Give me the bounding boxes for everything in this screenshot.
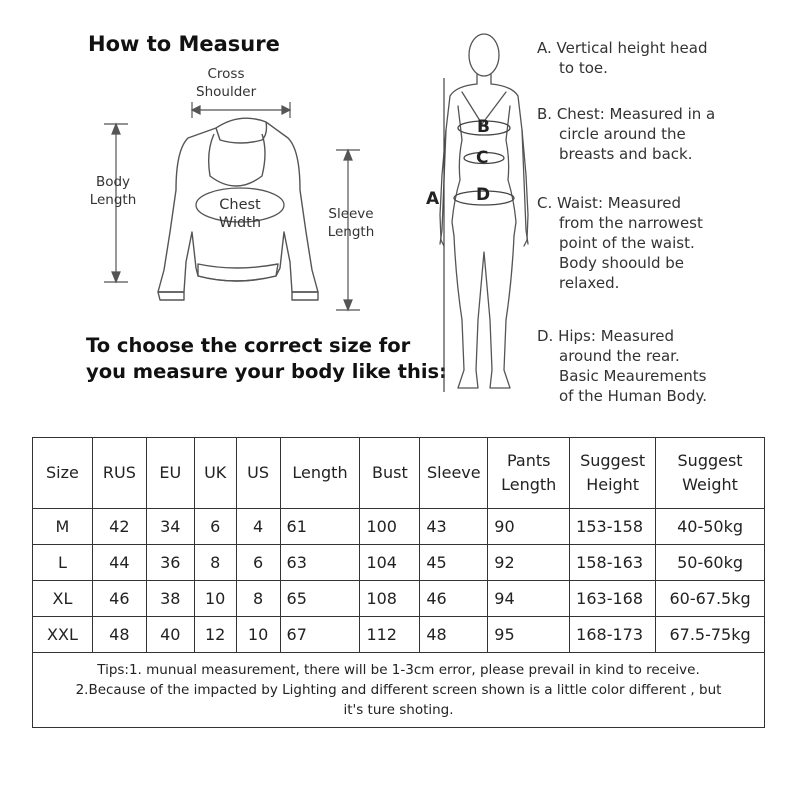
tips-line3: it's ture shoting. — [343, 702, 454, 718]
body-outline — [440, 34, 528, 388]
tips-line1: Tips:1. munual measurement, there will be 1-3cm error, please prevail in kind to receive. — [97, 662, 700, 678]
size-chart-table — [32, 437, 765, 728]
sleeve-length-label-line1: Sleeve — [328, 206, 374, 222]
cell-suggest-height: 163-168 — [570, 581, 656, 617]
description-d-line4: of the Human Body. — [559, 387, 707, 405]
cell-length: 63 — [280, 545, 360, 581]
description-b-line1: B. Chest: Measured in a — [537, 105, 716, 123]
cell-pants-length: 94 — [488, 581, 570, 617]
cell-suggest-weight: 40-50kg — [656, 509, 765, 545]
cell-suggest-height: 153-158 — [570, 509, 656, 545]
description-c-line2: from the narrowest — [559, 214, 703, 232]
cell-us: 4 — [236, 509, 280, 545]
cell-pants-length: 90 — [488, 509, 570, 545]
cross-shoulder-label-line1: Cross — [207, 66, 245, 82]
description-d-line1: D. Hips: Measured — [537, 327, 674, 345]
tips-row — [33, 653, 765, 728]
chest-width-label-line2: Width — [218, 215, 262, 231]
page-title: How to Measure — [88, 32, 280, 56]
sleeve-length-label-line2: Length — [327, 224, 375, 240]
cell-bust: 108 — [360, 581, 420, 617]
cell-eu: 36 — [146, 545, 194, 581]
header-uk: UK — [194, 438, 236, 509]
cell-uk: 12 — [194, 617, 236, 653]
header-bust: Bust — [360, 438, 420, 509]
header-eu: EU — [146, 438, 194, 509]
description-b — [537, 104, 715, 164]
cell-eu: 38 — [146, 581, 194, 617]
cell-us: 10 — [236, 617, 280, 653]
cell-bust: 104 — [360, 545, 420, 581]
header-suggest-height — [570, 438, 656, 509]
cell-sleeve: 45 — [420, 545, 488, 581]
header-suggest-weight — [656, 438, 765, 509]
description-a — [537, 38, 707, 78]
header-pants-length-line1: Pants — [506, 451, 551, 470]
header-pants-length-line2: Length — [501, 475, 557, 494]
cell-sleeve: 46 — [420, 581, 488, 617]
description-a-line1: A. Vertical height head — [537, 39, 708, 57]
cell-length: 61 — [280, 509, 360, 545]
cell-sleeve: 48 — [420, 617, 488, 653]
cell-us: 8 — [236, 581, 280, 617]
cell-suggest-height: 158-163 — [570, 545, 656, 581]
cell-size: L — [33, 545, 93, 581]
description-c-line1: C. Waist: Measured — [537, 194, 682, 212]
cell-pants-length: 92 — [488, 545, 570, 581]
header-suggest-weight-line1: Suggest — [677, 451, 743, 470]
header-suggest-weight-line2: Weight — [682, 475, 738, 494]
cell-bust: 112 — [360, 617, 420, 653]
cell-suggest-height: 168-173 — [570, 617, 656, 653]
chest-width-label-line1: Chest — [219, 197, 261, 213]
header-us: US — [236, 438, 280, 509]
marker-d: D — [476, 185, 491, 205]
cross-shoulder-label-line2: Shoulder — [196, 84, 257, 100]
cell-rus: 48 — [92, 617, 146, 653]
cell-rus: 42 — [92, 509, 146, 545]
tips-cell — [33, 653, 765, 728]
body-length-label-line2: Length — [89, 192, 137, 208]
cell-bust: 100 — [360, 509, 420, 545]
cell-suggest-weight: 67.5-75kg — [656, 617, 765, 653]
cell-size: XL — [33, 581, 93, 617]
description-c-line4: Body shoould be — [559, 254, 685, 272]
header-pants-length — [488, 438, 570, 509]
cell-uk: 6 — [194, 509, 236, 545]
table-row — [33, 581, 765, 617]
table-row — [33, 509, 765, 545]
table-row — [33, 545, 765, 581]
header-suggest-height-line2: Height — [586, 475, 640, 494]
marker-b: B — [477, 117, 490, 137]
body-length-label-line1: Body — [95, 174, 131, 190]
cell-suggest-weight: 50-60kg — [656, 545, 765, 581]
description-d-line3: Basic Meaurements — [559, 367, 707, 385]
description-a-line2: to toe. — [559, 59, 608, 77]
description-d-line2: around the rear. — [559, 347, 680, 365]
cell-suggest-weight: 60-67.5kg — [656, 581, 765, 617]
header-suggest-height-line1: Suggest — [580, 451, 646, 470]
cell-uk: 10 — [194, 581, 236, 617]
description-c — [537, 193, 703, 293]
description-c-line3: point of the waist. — [559, 234, 695, 252]
header-size: Size — [33, 438, 93, 509]
choose-size-heading-line1: To choose the correct size for — [86, 334, 411, 357]
table-header-row — [33, 438, 765, 509]
cell-size: XXL — [33, 617, 93, 653]
cell-eu: 34 — [146, 509, 194, 545]
description-b-line2: circle around the — [559, 125, 686, 143]
header-sleeve: Sleeve — [420, 438, 488, 509]
cell-pants-length: 95 — [488, 617, 570, 653]
cell-length: 65 — [280, 581, 360, 617]
cell-uk: 8 — [194, 545, 236, 581]
description-d — [537, 326, 707, 406]
tips-line2: 2.Because of the impacted by Lighting and different screen shown is a little color different , but — [75, 682, 722, 698]
description-c-line5: relaxed. — [559, 274, 620, 292]
marker-a: A — [426, 189, 440, 209]
table-row — [33, 617, 765, 653]
cell-size: M — [33, 509, 93, 545]
cell-length: 67 — [280, 617, 360, 653]
cell-eu: 40 — [146, 617, 194, 653]
header-length: Length — [280, 438, 360, 509]
header-rus: RUS — [92, 438, 146, 509]
cell-us: 6 — [236, 545, 280, 581]
marker-c: C — [476, 148, 489, 168]
description-b-line3: breasts and back. — [559, 145, 693, 163]
choose-size-heading-line2: you measure your body like this: — [86, 360, 447, 383]
cell-sleeve: 43 — [420, 509, 488, 545]
cell-rus: 46 — [92, 581, 146, 617]
cell-rus: 44 — [92, 545, 146, 581]
